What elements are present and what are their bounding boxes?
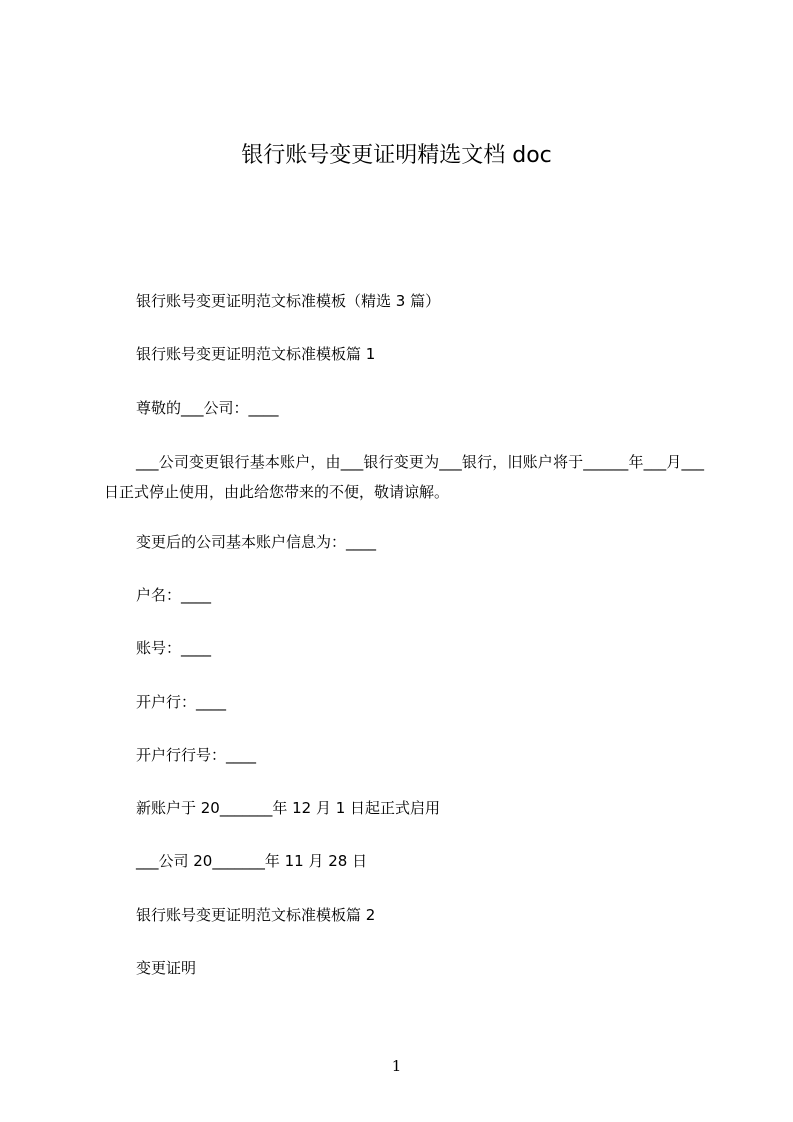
paragraph-new-account-info: 变更后的公司基本账户信息为：____ (136, 533, 377, 551)
paragraph-account-number: 账号：____ (136, 639, 212, 657)
paragraph-signature-date: ___公司 20_______年 11 月 28 日 (136, 852, 368, 870)
paragraph-collection-heading: 银行账号变更证明范文标准模板（精选 3 篇） (136, 292, 441, 310)
page-number: 1 (391, 1057, 402, 1075)
paragraph-template-2-heading: 银行账号变更证明范文标准模板篇 2 (136, 906, 376, 924)
paragraph-template-1-heading: 银行账号变更证明范文标准模板篇 1 (136, 345, 376, 363)
paragraph-bank-code: 开户行行号：____ (136, 746, 257, 764)
document-title: 银行账号变更证明精选文档 doc (241, 143, 552, 168)
paragraph-change-certificate: 变更证明 (136, 959, 197, 977)
paragraph-account-name: 户名：____ (136, 586, 212, 604)
paragraph-account-change-notice: ___公司变更银行基本账户，由___银行变更为___银行，旧账户将于______年___月___日正式停止使用，由此给您带来的不便，敬请谅解。 (104, 453, 704, 501)
paragraph-activation-date: 新账户于 20_______年 12 月 1 日起正式启用 (136, 799, 441, 817)
paragraph-opening-bank: 开户行：____ (136, 693, 227, 711)
paragraph-salutation: 尊敬的___公司：____ (136, 399, 279, 417)
